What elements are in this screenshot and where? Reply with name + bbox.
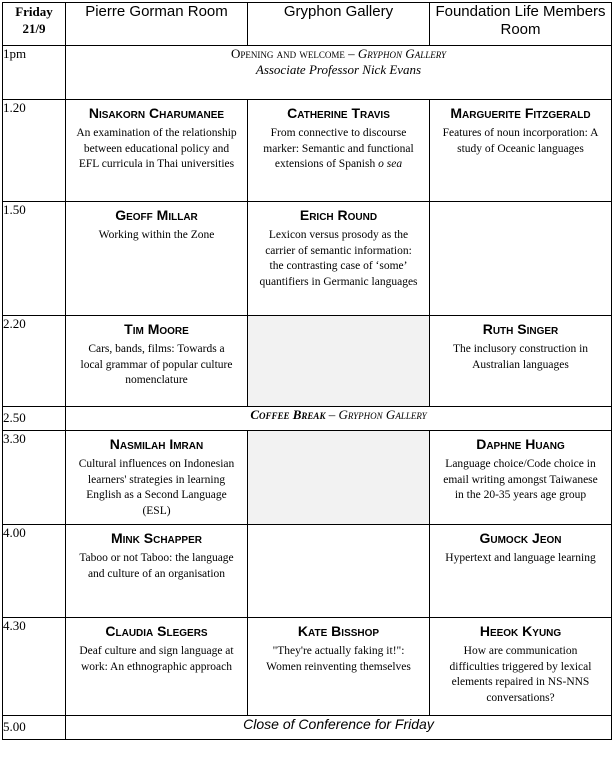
session-cell [66, 618, 248, 716]
session-cell [248, 202, 430, 316]
talk-title: Lexicon versus prosody as the carrier of semantic information: the contrasting case of ‘some’ quantifiers in Germanic languages [259, 229, 418, 288]
speaker-name: Heeok Kyung [479, 623, 562, 639]
talk-title: An examination of the relationship between educational policy and EFL curricula in Thai universities [76, 127, 237, 170]
header-row [3, 3, 612, 46]
speaker-name: Erich Round [299, 207, 378, 223]
slot-row-4-30 [3, 618, 612, 716]
plenary-venue: Gryphon Gallery [357, 46, 447, 61]
break-cell [66, 407, 612, 431]
slot-row-1-50 [3, 202, 612, 316]
speaker-name: Ruth Singer [482, 321, 559, 337]
speaker-name: Kate Bisshop [297, 623, 380, 639]
room-header-pierre-gorman: Pierre Gorman Room [66, 3, 248, 46]
schedule-table [2, 2, 612, 740]
session-cell [66, 100, 248, 202]
talk-title: From connective to discourse marker: Semantic and functional extensions of Spanish [263, 127, 414, 170]
time-cell: 1.20 [3, 100, 66, 202]
session-cell [66, 316, 248, 407]
time-cell: 4.30 [3, 618, 66, 716]
speaker-name: Nisakorn Charumanee [88, 105, 225, 121]
empty-session-cell [248, 316, 430, 407]
time-cell: 1pm [3, 46, 66, 100]
time-cell: 4.00 [3, 525, 66, 618]
slot-row-2-50 [3, 407, 612, 431]
break-venue: Gryphon Gallery [338, 407, 427, 422]
session-cell [66, 431, 248, 525]
session-cell [66, 525, 248, 618]
session-cell [430, 618, 612, 716]
break-separator: – [325, 407, 339, 422]
speaker-name: Marguerite Fitzgerald [450, 105, 591, 121]
talk-title: Working within the Zone [98, 229, 215, 241]
plenary-separator: – [344, 46, 358, 61]
slot-row-5-00 [3, 716, 612, 740]
speaker-name: Daphne Huang [476, 436, 565, 452]
room-header-foundation-life: Foundation Life Members Room [430, 3, 612, 46]
talk-title: The inclusory construction in Australian languages [452, 343, 589, 371]
speaker-name: Tim Moore [124, 321, 189, 337]
talk-title: Features of noun incorporation: A study of Oceanic languages [442, 127, 599, 155]
time-cell: 1.50 [3, 202, 66, 316]
talk-title: Cars, bands, films: Towards a local grammar of popular culture nomenclature [80, 343, 233, 386]
talk-title: "They're actually faking it!": Women reinventing themselves [266, 645, 411, 673]
talk-title: Language choice/Code choice in email writing amongst Taiwanese in the 20-35 years age group [443, 458, 598, 501]
slot-row-1-20 [3, 100, 612, 202]
session-cell [430, 100, 612, 202]
talk-title: Cultural influences on Indonesian learners' strategies in learning English as a Second Language (ESL) [78, 458, 235, 517]
speaker-name: Mink Schapper [110, 530, 202, 546]
plenary-cell [66, 46, 612, 100]
session-cell [430, 431, 612, 525]
room-header-gryphon-gallery: Gryphon Gallery [248, 3, 430, 46]
slot-row-3-30 [3, 431, 612, 525]
session-cell [248, 618, 430, 716]
break-label: Coffee Break [250, 407, 326, 422]
session-cell [248, 100, 430, 202]
time-cell: 2.50 [3, 407, 66, 431]
day-header [3, 3, 66, 46]
empty-session-cell [430, 202, 612, 316]
time-cell: 3.30 [3, 431, 66, 525]
empty-session-cell [248, 431, 430, 525]
talk-title-wrapper [258, 126, 419, 173]
talk-title-italic: o sea [378, 158, 403, 170]
talk-title: Taboo or not Taboo: the language and culture of an organisation [79, 552, 234, 580]
day-label: Friday [15, 4, 53, 19]
speaker-name: Nasmilah Imran [109, 436, 204, 452]
date-label: 21/9 [22, 21, 46, 36]
slot-row-4-00 [3, 525, 612, 618]
talk-title: How are communication difficulties triggered by lexical elements repaired in NS-NNS conversations? [449, 645, 592, 704]
talk-title: Deaf culture and sign language at work: An ethnographic approach [79, 645, 234, 673]
session-cell [430, 525, 612, 618]
session-cell [66, 202, 248, 316]
speaker-name: Catherine Travis [287, 105, 390, 121]
slot-row-1pm [3, 46, 612, 100]
plenary-speaker: Associate Professor Nick Evans [255, 62, 422, 77]
time-cell: 5.00 [3, 716, 66, 740]
talk-title: Hypertext and language learning [445, 552, 596, 564]
plenary-title: Opening and welcome [230, 46, 345, 61]
slot-row-2-20 [3, 316, 612, 407]
speaker-name: Geoff Millar [115, 207, 198, 223]
session-cell [430, 316, 612, 407]
time-cell: 2.20 [3, 316, 66, 407]
speaker-name: Gumock Jeon [479, 530, 562, 546]
speaker-name: Claudia Slegers [105, 623, 208, 639]
close-message: Close of Conference for Friday [66, 716, 612, 740]
empty-session-cell [248, 525, 430, 618]
